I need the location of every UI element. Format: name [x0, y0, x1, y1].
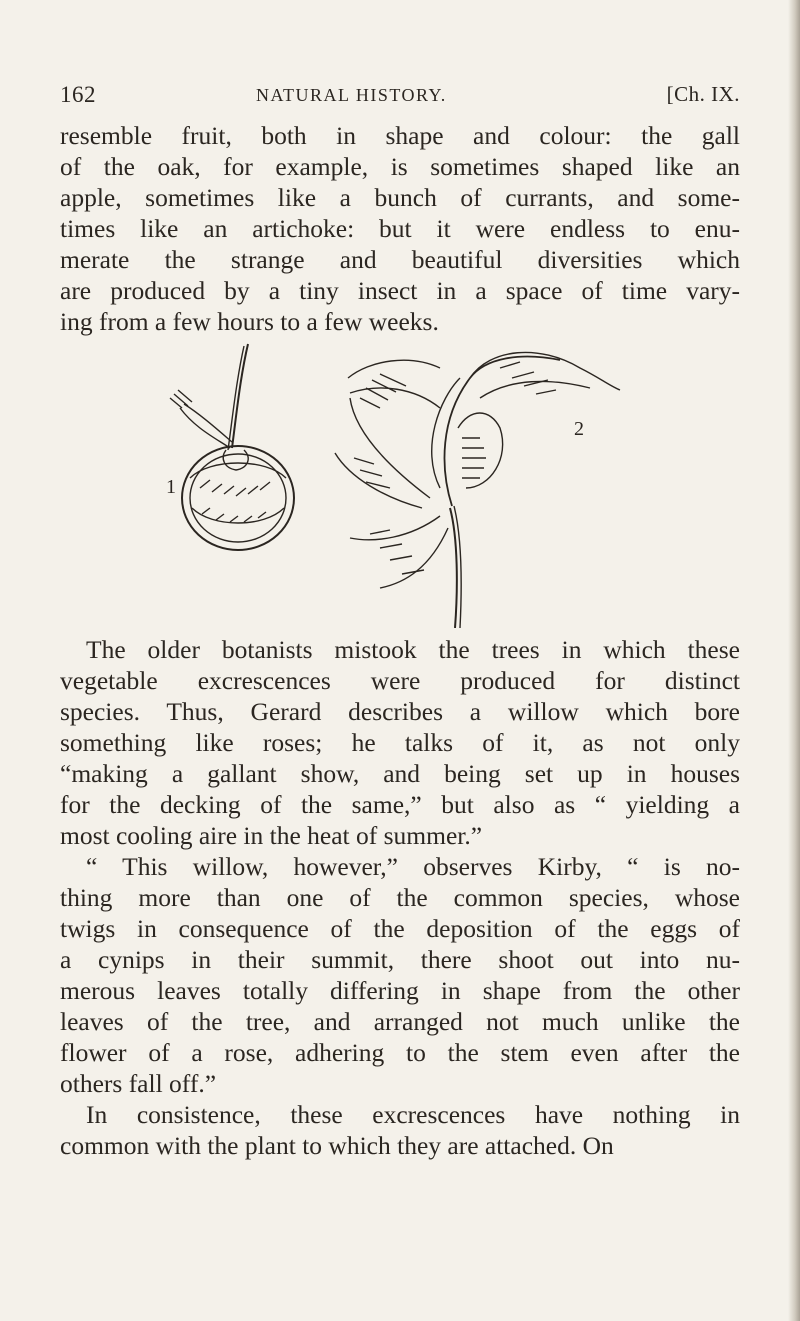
- paragraph-galls: [60, 120, 740, 337]
- text-line: leaves of the tree, and arranged not much unlike the: [60, 1007, 740, 1036]
- figure-label-2: 2: [574, 418, 584, 440]
- text-line: apple, sometimes like a bunch of currants, and some-: [60, 183, 740, 212]
- text-line: a cynips in their summit, there shoot out into nu-: [60, 945, 740, 974]
- text-line: thing more than one of the common species, whose: [60, 883, 740, 912]
- text-line: flower of a rose, adhering to the stem even after the: [60, 1038, 740, 1067]
- paragraph-botanists: [60, 634, 740, 851]
- chapter-marker: [Ch. IX.: [666, 82, 740, 106]
- figure-label-1: 1: [166, 476, 176, 498]
- text-line: common with the plant to which they are attached. On: [60, 1131, 614, 1160]
- page-edge-shadow: [788, 0, 800, 1321]
- text-line: others fall off.”: [60, 1069, 217, 1098]
- gall-illustration: [140, 338, 660, 628]
- text-line: species. Thus, Gerard describes a willow which bore: [60, 697, 740, 726]
- text-line: times like an artichoke: but it were endless to enu-: [60, 214, 740, 243]
- text-line: resemble fruit, both in shape and colour: the gall: [60, 121, 740, 150]
- gall-engraving: [140, 338, 660, 628]
- text-line: are produced by a tiny insect in a space of time vary-: [60, 276, 740, 305]
- paragraph-consistence: [60, 1099, 740, 1161]
- text-line: most cooling aire in the heat of summer.”: [60, 821, 483, 850]
- paragraph-kirby-quote: [60, 851, 740, 1099]
- text-line: merous leaves totally differing in shape from the other: [60, 976, 740, 1005]
- text-line: In consistence, these excrescences have nothing in: [86, 1100, 740, 1129]
- text-line: “ This willow, however,” observes Kirby, “ is no-: [86, 852, 740, 881]
- text-line: vegetable excrescences were produced for distinct: [60, 666, 740, 695]
- text-line: something like roses; he talks of it, as not only: [60, 728, 740, 757]
- text-line: twigs in consequence of the deposition of the eggs of: [60, 914, 740, 943]
- text-line: The older botanists mistook the trees in which these: [86, 635, 740, 664]
- text-line: merate the strange and beautiful diversities which: [60, 245, 740, 274]
- page-number: 162: [60, 82, 96, 107]
- text-line: for the decking of the same,” but also as “ yielding a: [60, 790, 740, 819]
- running-title: NATURAL HISTORY.: [256, 85, 447, 105]
- text-line: ing from a few hours to a few weeks.: [60, 307, 439, 336]
- running-header: [60, 82, 740, 116]
- text-line: “making a gallant show, and being set up in houses: [60, 759, 740, 788]
- text-line: of the oak, for example, is sometimes shaped like an: [60, 152, 740, 181]
